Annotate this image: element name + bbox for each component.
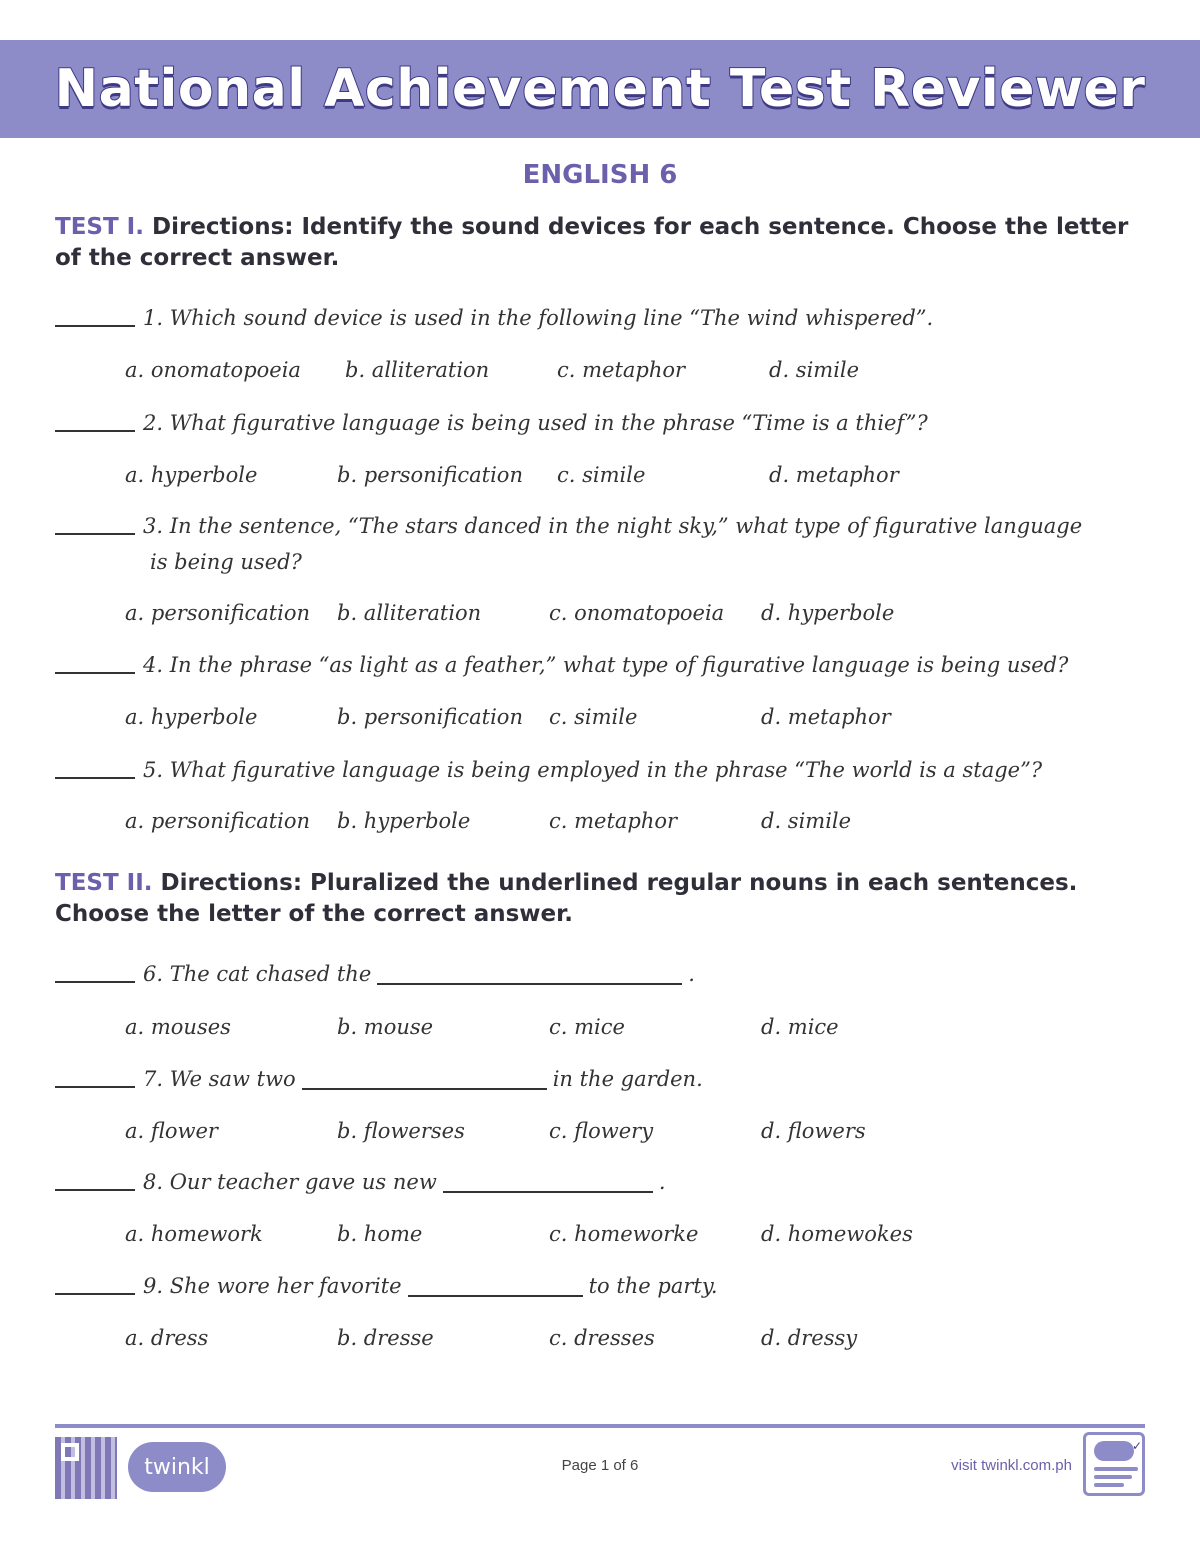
question-text-continued: is being used? (150, 550, 302, 574)
option-c[interactable]: c. flowery (549, 1119, 654, 1143)
option-a[interactable]: a. onomatopoeia (125, 358, 301, 382)
question-text-before: 8. Our teacher gave us new (143, 1170, 437, 1194)
page-title: National Achievement Test Reviewer (54, 59, 1146, 119)
visit-link[interactable]: visit twinkl.com.ph (951, 1457, 1072, 1474)
option-d[interactable]: d. dressy (761, 1326, 858, 1350)
fill-blank[interactable] (408, 1294, 583, 1297)
option-a[interactable]: a. mouses (125, 1015, 231, 1039)
options-7 (125, 1113, 1125, 1149)
option-b[interactable]: b. personification (337, 463, 523, 487)
option-c[interactable]: c. mice (549, 1015, 625, 1039)
answer-blank[interactable] (55, 1188, 135, 1191)
option-a[interactable]: a. personification (125, 809, 311, 833)
option-b[interactable]: b. alliteration (345, 358, 490, 382)
option-d[interactable]: d. metaphor (769, 463, 899, 487)
question-text-after: in the garden. (552, 1067, 703, 1091)
option-c[interactable]: c. homeworke (549, 1222, 699, 1246)
option-a[interactable]: a. hyperbole (125, 463, 258, 487)
options-8 (125, 1216, 1125, 1252)
question-text: 3. In the sentence, “The stars danced in the night sky,” what type of figurative language (143, 514, 1083, 538)
question-7 (55, 1061, 1145, 1097)
option-d[interactable]: d. flowers (761, 1119, 866, 1143)
option-d[interactable]: d. homewokes (761, 1222, 913, 1246)
option-b[interactable]: b. alliteration (337, 601, 482, 625)
options-6 (125, 1009, 1125, 1045)
question-1 (55, 300, 1145, 336)
question-6 (55, 956, 1145, 992)
question-text-before: 7. We saw two (143, 1067, 296, 1091)
option-d[interactable]: d. simile (769, 358, 860, 382)
option-c[interactable]: c. metaphor (557, 358, 686, 382)
option-c[interactable]: c. simile (549, 705, 638, 729)
option-d[interactable]: d. metaphor (761, 705, 891, 729)
answer-blank[interactable] (55, 980, 135, 983)
question-text-after: . (658, 1170, 666, 1194)
question-text-before: 6. The cat chased the (143, 962, 372, 986)
option-d[interactable]: d. hyperbole (761, 601, 895, 625)
question-3 (55, 508, 1145, 580)
option-b[interactable]: b. personification (337, 705, 523, 729)
quality-badge-icon: ✓ (1083, 1432, 1145, 1496)
option-c[interactable]: c. onomatopoeia (549, 601, 725, 625)
question-4 (55, 647, 1145, 683)
question-text: 1. Which sound device is used in the following line “The wind whispered”. (143, 306, 934, 330)
fill-blank[interactable] (302, 1087, 547, 1090)
option-c[interactable]: c. simile (557, 463, 646, 487)
test1-directions: Directions: Identify the sound devices for each sentence. Choose the letter of the correct answer. (55, 214, 1129, 271)
page-number: Page 1 of 6 (561, 1457, 639, 1474)
option-d[interactable]: d. mice (761, 1015, 839, 1039)
option-d[interactable]: d. simile (761, 809, 852, 833)
option-a[interactable]: a. hyperbole (125, 705, 258, 729)
subject-heading: ENGLISH 6 (522, 160, 678, 190)
option-b[interactable]: b. flowerses (337, 1119, 465, 1143)
test2-directions: Directions: Pluralized the underlined regular nouns in each sentences. Choose the letter of the correct answer. (55, 870, 1078, 927)
question-8 (55, 1164, 1145, 1200)
options-1 (125, 352, 1125, 388)
option-b[interactable]: b. hyperbole (337, 809, 471, 833)
test2-heading (55, 868, 1145, 930)
options-5 (125, 803, 1125, 839)
option-a[interactable]: a. dress (125, 1326, 209, 1350)
option-b[interactable]: b. mouse (337, 1015, 434, 1039)
answer-blank[interactable] (55, 429, 135, 432)
options-2 (125, 457, 1125, 493)
question-text-after: to the party. (588, 1274, 718, 1298)
options-9 (125, 1320, 1125, 1356)
option-b[interactable]: b. home (337, 1222, 423, 1246)
question-text-after: . (688, 962, 695, 986)
question-text: 5. What figurative language is being employed in the phrase “The world is a stage”? (143, 758, 1043, 782)
option-a[interactable]: a. personification (125, 601, 311, 625)
answer-blank[interactable] (55, 671, 135, 674)
question-9 (55, 1268, 1145, 1304)
test1-heading (55, 212, 1145, 274)
fill-blank[interactable] (377, 982, 682, 985)
option-c[interactable]: c. metaphor (549, 809, 678, 833)
answer-blank[interactable] (55, 1292, 135, 1295)
option-c[interactable]: c. dresses (549, 1326, 655, 1350)
option-a[interactable]: a. flower (125, 1119, 218, 1143)
twinkl-logo-text: twinkl (144, 1454, 210, 1480)
answer-blank[interactable] (55, 776, 135, 779)
footer-divider (55, 1424, 1145, 1428)
answer-blank[interactable] (55, 324, 135, 327)
fill-blank[interactable] (443, 1190, 653, 1193)
question-text-before: 9. She wore her favorite (143, 1274, 402, 1298)
header-banner (0, 40, 1200, 138)
option-a[interactable]: a. homework (125, 1222, 263, 1246)
options-3 (125, 595, 1125, 631)
test2-label: TEST II. (55, 870, 153, 896)
question-text: 2. What figurative language is being used in the phrase “Time is a thief”? (143, 411, 928, 435)
question-5 (55, 752, 1145, 788)
option-b[interactable]: b. dresse (337, 1326, 434, 1350)
answer-blank[interactable] (55, 532, 135, 535)
answer-blank[interactable] (55, 1085, 135, 1088)
question-text: 4. In the phrase “as light as a feather,” what type of figurative language is being used? (143, 653, 1069, 677)
test1-label: TEST I. (55, 214, 144, 240)
options-4 (125, 699, 1125, 735)
question-2 (55, 405, 1145, 441)
